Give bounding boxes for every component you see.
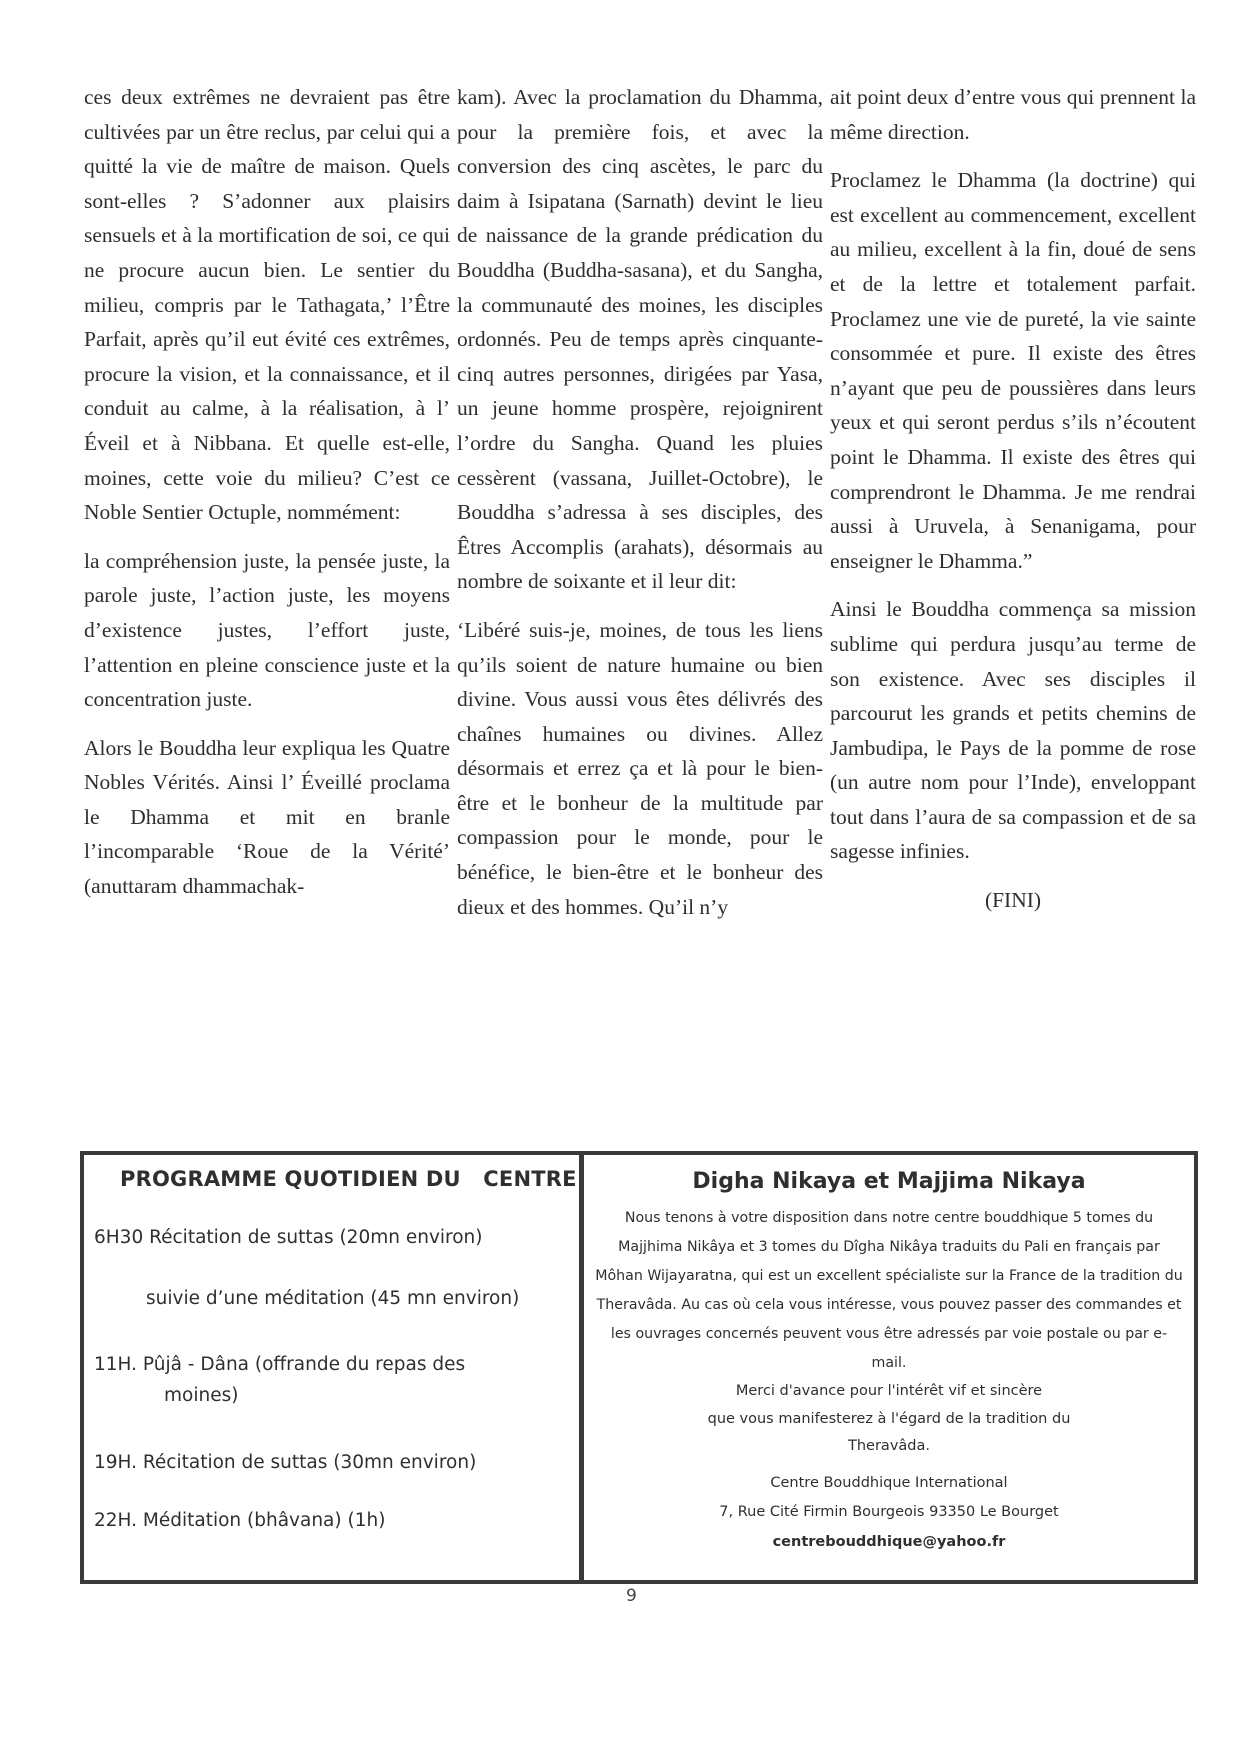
article-column-1 [84,80,450,918]
paragraph: Alors le Bouddha leur expliqua les Quatre Nobles Vérités. Ainsi l’ Éveillé proclama le Dhamma et mit en branle l’incomparable ‘Roue de la Vérité’ (anuttaram dhammachak- [84,735,450,899]
daily-programme-panel [84,1155,579,1580]
article-column-3 [830,80,1196,932]
schedule-item: 22H. Méditation (bhâvana) (1h) [94,1510,386,1531]
paragraph: kam). Avec la proclamation du Dhamma, pour la première fois, et avec la conversion des cinq ascètes, le parc du daim à Isipatana (Sarnath) devint le lieu de naissance de la grande prédication du Bouddha (Buddha-sasana), et du Sangha, la communauté des moines, les disciples ordonnés. Peu de temps après cinquante-cinq autres personnes, dirigées par Yasa, un jeune homme prospère, rejoignirent l’ordre du Sangha. Quand les pluies cessèrent (vassana, Juillet-Octobre), le Bouddha s’adressa à ses disciples, des Êtres Accomplis (arahats), désormais au nombre de soixante et il leur dit: [457,85,823,594]
paragraph: la compréhension juste, la pensée juste, la parole juste, l’action juste, les moyens d’existence justes, l’effort juste, l’attention en pleine conscience juste et la concentration juste. [84,548,450,712]
schedule-item: suivie d’une méditation (45 mn environ) [146,1288,520,1309]
programme-title: PROGRAMME QUOTIDIEN DU CENTRE [120,1167,577,1191]
schedule-item: 6H30 Récitation de suttas (20mn environ) [94,1227,483,1248]
nikaya-body: Nous tenons à votre disposition dans notre centre bouddhique 5 tomes du Majjhima Nikâya et 3 tomes du Dîgha Nikâya traduits du Pali en français par Môhan Wijayaratna, qui est un excellent spécialiste sur la France de la tradition du Theravâda. Au cas où cela vous intéresse, vous pouvez passer des commandes et les ouvrages concernés peuvent vous être adressés par voie postale ou par e-mail. [595,1210,1183,1371]
nikaya-panel [584,1155,1194,1580]
contact-email[interactable]: centrebouddhique@yahoo.fr [772,1533,1006,1550]
article-column-2 [457,80,823,938]
contact-address: 7, Rue Cité Firmin Bourgeois 93350 Le Bourget [719,1504,1059,1520]
thanks-note [584,1378,1194,1461]
paragraph: Ainsi le Bouddha commença sa mission sublime qui perdura jusqu’au terme de son existence. Avec ses disciples il parcourut les grands et petits chemins de Jambudipa, le Pays de la pomme de rose (un autre nom pour l’Inde), enveloppant tout dans l’aura de sa compassion et de sa sagesse infinies. [830,597,1196,864]
thanks-line: que vous manifesterez à l'égard de la tradition du [707,1410,1071,1427]
schedule-item: 11H. Pûjâ - Dâna (offrande du repas des [94,1354,466,1375]
contact-name: Centre Bouddhique International [770,1474,1008,1491]
nikaya-title: Digha Nikaya et Majjima Nikaya [692,1169,1086,1194]
thanks-line: Merci d'avance pour l'intérêt vif et sincère [735,1383,1043,1399]
schedule-item: moines) [164,1385,239,1406]
contact-block [584,1469,1194,1558]
page-number: 9 [626,1586,637,1606]
info-box [80,1151,1198,1584]
paragraph: Proclamez le Dhamma (la doctrine) qui est excellent au commencement, excellent au milieu, excellent à la fin, doué de sens et de la lettre et totalement parfait. Proclamez une vie de pureté, la vie sainte consommée et pure. Il existe des êtres n’ayant que peu de poussières dans leurs yeux et qui seront perdus s’ils n’écoutent point le Dhamma. Il existe des êtres qui comprendront le Dhamma. Je me rendrai aussi à Uruvela, à Senanigama, pour enseigner le Dhamma.” [830,168,1196,573]
paragraph: ces deux extrêmes ne devraient pas être cultivées par un être reclus, par celui qui a quitté la vie de maître de maison. Quels sont-elles ? S’adonner aux plaisirs sensuels et à la mortification de soi, ce qui ne procure aucun bien. Le sentier du milieu, compris par le Tathagata,’ l’Être Parfait, après qu’il eut évité ces extrêmes, procure la vision, et la connaissance, et il conduit au calme, à la réalisation, à l’ Éveil et à Nibbana. Et quelle est-elle, moines, cette voie du milieu? C’est ce Noble Sentier Octuple, nommément: [84,85,450,525]
paragraph: ait point deux d’entre vous qui prennent la même direction. [830,85,1196,144]
paragraph: ‘Libéré suis-je, moines, de tous les liens qu’ils soient de nature humaine ou bien divine. Vous aussi vous êtes délivrés des chaînes humaines ou divines. Allez désormais et errez ça et là pour le bien-être et le bonheur de la multitude par compassion pour le monde, pour le bénéfice, le bien-être et le bonheur des dieux et des hommes. Qu’il n’y [457,617,823,919]
thanks-line: Theravâda. [848,1438,930,1454]
end-mark: (FINI) [984,888,1042,913]
schedule-item: 19H. Récitation de suttas (30mn environ) [94,1452,477,1473]
